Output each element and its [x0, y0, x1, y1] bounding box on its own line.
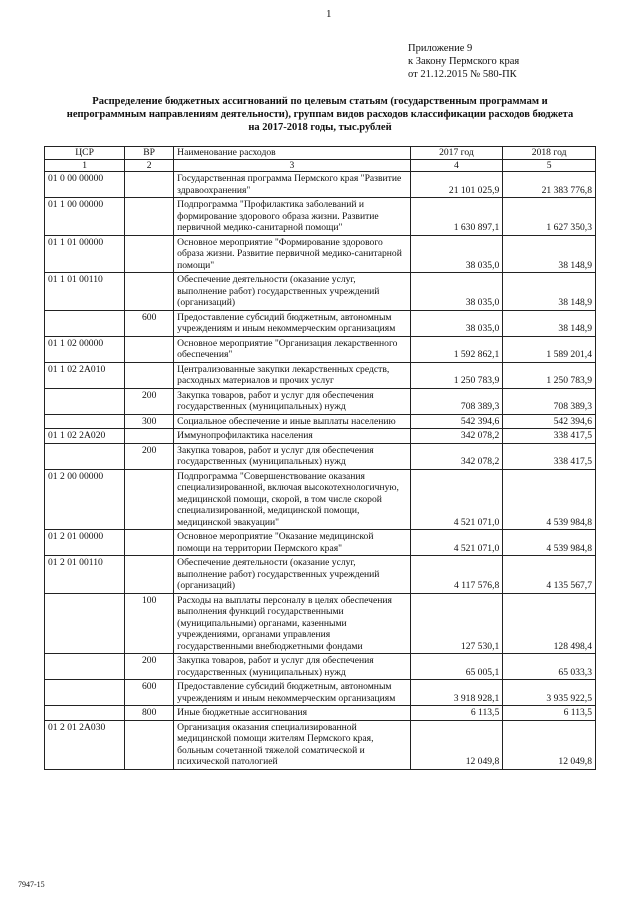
cell-2018: 708 389,3 — [503, 388, 596, 414]
cell-name: Социальное обеспечение и иные выплаты населению — [174, 414, 410, 429]
cell-2017: 38 035,0 — [410, 310, 503, 336]
table-row — [45, 654, 596, 680]
table-row — [45, 556, 596, 594]
cell-vr: 200 — [125, 388, 174, 414]
cell-2018: 4 539 984,8 — [503, 469, 596, 530]
table-row — [45, 414, 596, 429]
table-row — [45, 443, 596, 469]
cell-2017: 342 078,2 — [410, 429, 503, 444]
column-number-row — [45, 159, 596, 172]
table-row — [45, 310, 596, 336]
cell-2018: 338 417,5 — [503, 443, 596, 469]
cell-2017: 6 113,5 — [410, 706, 503, 721]
cell-2018: 12 049,8 — [503, 720, 596, 769]
cell-vr — [125, 469, 174, 530]
cell-csr: 01 1 02 00000 — [45, 336, 125, 362]
cell-csr: 01 2 01 2А030 — [45, 720, 125, 769]
cell-2018: 3 935 922,5 — [503, 680, 596, 706]
header-csr: ЦСР — [45, 147, 125, 160]
cell-2017: 4 521 071,0 — [410, 469, 503, 530]
header-2018: 2018 год — [503, 147, 596, 160]
cell-name: Расходы на выплаты персоналу в целях обеспечения выполнения функций государственными (муниципальными) органами, казенными учреждениями, органами управления государственными внебюджетными фондами — [174, 593, 410, 654]
cell-2017: 38 035,0 — [410, 273, 503, 311]
column-number: 4 — [410, 159, 503, 172]
cell-csr: 01 0 00 00000 — [45, 172, 125, 198]
cell-name: Централизованные закупки лекарственных средств, расходных материалов и прочих услуг — [174, 362, 410, 388]
cell-2018: 4 135 567,7 — [503, 556, 596, 594]
cell-vr: 100 — [125, 593, 174, 654]
table-row — [45, 172, 596, 198]
cell-2017: 1 630 897,1 — [410, 198, 503, 236]
cell-csr: 01 2 01 00000 — [45, 530, 125, 556]
cell-csr — [45, 654, 125, 680]
cell-2017: 342 078,2 — [410, 443, 503, 469]
appendix-line-1: Приложение 9 — [408, 43, 473, 54]
column-number: 5 — [503, 159, 596, 172]
table-row — [45, 198, 596, 236]
cell-2017: 127 530,1 — [410, 593, 503, 654]
table-row — [45, 720, 596, 769]
cell-csr — [45, 593, 125, 654]
cell-2018: 338 417,5 — [503, 429, 596, 444]
cell-name: Обеспечение деятельности (оказание услуг, выполнение работ) государственных учреждений (организаций) — [174, 556, 410, 594]
cell-vr: 600 — [125, 680, 174, 706]
cell-2018: 6 113,5 — [503, 706, 596, 721]
cell-csr: 01 1 01 00110 — [45, 273, 125, 311]
column-number: 1 — [45, 159, 125, 172]
cell-vr: 800 — [125, 706, 174, 721]
cell-2018: 38 148,9 — [503, 273, 596, 311]
appendix-reference — [408, 42, 519, 81]
table-row — [45, 336, 596, 362]
table-body — [45, 172, 596, 770]
cell-name: Иные бюджетные ассигнования — [174, 706, 410, 721]
cell-2018: 1 589 201,4 — [503, 336, 596, 362]
cell-csr — [45, 310, 125, 336]
footer-code: 7947-15 — [18, 880, 45, 889]
cell-name: Предоставление субсидий бюджетным, автономным учреждениям и иным некоммерческим организациям — [174, 310, 410, 336]
cell-vr — [125, 429, 174, 444]
cell-csr — [45, 680, 125, 706]
cell-name: Предоставление субсидий бюджетным, автономным учреждениям и иным некоммерческим организациям — [174, 680, 410, 706]
cell-name: Закупка товаров, работ и услуг для обеспечения государственных (муниципальных) нужд — [174, 654, 410, 680]
cell-2018: 542 394,6 — [503, 414, 596, 429]
cell-vr — [125, 235, 174, 273]
cell-csr: 01 2 00 00000 — [45, 469, 125, 530]
table-row — [45, 429, 596, 444]
cell-2017: 1 592 862,1 — [410, 336, 503, 362]
table-row — [45, 273, 596, 311]
table-row — [45, 469, 596, 530]
cell-vr — [125, 336, 174, 362]
page-number: 1 — [326, 8, 332, 20]
cell-2018: 128 498,4 — [503, 593, 596, 654]
cell-2018: 21 383 776,8 — [503, 172, 596, 198]
cell-2018: 38 148,9 — [503, 310, 596, 336]
cell-name: Иммунопрофилактика населения — [174, 429, 410, 444]
cell-vr: 200 — [125, 654, 174, 680]
cell-2017: 21 101 025,9 — [410, 172, 503, 198]
column-number: 2 — [125, 159, 174, 172]
cell-2018: 4 539 984,8 — [503, 530, 596, 556]
header-2017: 2017 год — [410, 147, 503, 160]
cell-csr — [45, 388, 125, 414]
cell-name: Организация оказания специализированной медицинской помощи жителям Пермского края, больным сочетанной тяжелой соматической и психической патологией — [174, 720, 410, 769]
column-number: 3 — [174, 159, 410, 172]
cell-2017: 708 389,3 — [410, 388, 503, 414]
header-vr: ВР — [125, 147, 174, 160]
cell-vr — [125, 198, 174, 236]
cell-vr — [125, 273, 174, 311]
cell-vr — [125, 556, 174, 594]
cell-name: Закупка товаров, работ и услуг для обеспечения государственных (муниципальных) нужд — [174, 388, 410, 414]
cell-csr: 01 1 00 00000 — [45, 198, 125, 236]
budget-table — [44, 146, 596, 770]
cell-csr: 01 2 01 00110 — [45, 556, 125, 594]
cell-csr — [45, 443, 125, 469]
cell-csr: 01 1 02 2А010 — [45, 362, 125, 388]
table-row — [45, 680, 596, 706]
cell-2017: 1 250 783,9 — [410, 362, 503, 388]
cell-name: Государственная программа Пермского края "Развитие здравоохранения" — [174, 172, 410, 198]
cell-name: Основное мероприятие "Формирование здорового образа жизни. Развитие первичной медико-санитарной помощи" — [174, 235, 410, 273]
cell-2018: 1 250 783,9 — [503, 362, 596, 388]
cell-vr: 200 — [125, 443, 174, 469]
table-row — [45, 593, 596, 654]
cell-2017: 38 035,0 — [410, 235, 503, 273]
cell-vr — [125, 530, 174, 556]
appendix-line-2: к Закону Пермского края — [408, 56, 520, 67]
cell-2018: 65 033,3 — [503, 654, 596, 680]
cell-name: Основное мероприятие "Оказание медицинской помощи на территории Пермского края" — [174, 530, 410, 556]
cell-name: Подпрограмма "Профилактика заболеваний и формирование здорового образа жизни. Развитие первичной медико-санитарной помощи" — [174, 198, 410, 236]
cell-2017: 4 521 071,0 — [410, 530, 503, 556]
cell-csr — [45, 706, 125, 721]
cell-csr — [45, 414, 125, 429]
table-row — [45, 530, 596, 556]
cell-csr: 01 1 01 00000 — [45, 235, 125, 273]
cell-2017: 4 117 576,8 — [410, 556, 503, 594]
cell-name: Закупка товаров, работ и услуг для обеспечения государственных (муниципальных) нужд — [174, 443, 410, 469]
table-row — [45, 235, 596, 273]
table-row — [45, 706, 596, 721]
cell-name: Основное мероприятие "Организация лекарственного обеспечения" — [174, 336, 410, 362]
cell-2017: 3 918 928,1 — [410, 680, 503, 706]
cell-name: Обеспечение деятельности (оказание услуг, выполнение работ) государственных учреждений (организаций) — [174, 273, 410, 311]
cell-vr — [125, 172, 174, 198]
cell-vr: 300 — [125, 414, 174, 429]
table-row — [45, 362, 596, 388]
cell-vr: 600 — [125, 310, 174, 336]
document-title: Распределение бюджетных ассигнований по целевым статьям (государственным программам и непрограммным направлениям деятельности), группам видов расходов классификации расходов бюджета на 2017-2018 годы, тыс.рублей — [66, 96, 574, 133]
cell-vr — [125, 362, 174, 388]
cell-2018: 1 627 350,3 — [503, 198, 596, 236]
cell-2018: 38 148,9 — [503, 235, 596, 273]
table-row — [45, 388, 596, 414]
cell-2017: 12 049,8 — [410, 720, 503, 769]
cell-2017: 542 394,6 — [410, 414, 503, 429]
cell-csr: 01 1 02 2А020 — [45, 429, 125, 444]
cell-2017: 65 005,1 — [410, 654, 503, 680]
cell-name: Подпрограмма "Совершенствование оказания специализированной, включая высокотехнологичную, медицинской помощи, скорой, в том числе скорой специализированной, медицинской помощи, медицинской эвакуации" — [174, 469, 410, 530]
header-name: Наименование расходов — [174, 147, 410, 160]
cell-vr — [125, 720, 174, 769]
table-header-row — [45, 147, 596, 160]
appendix-line-3: от 21.12.2015 № 580-ПК — [408, 69, 517, 80]
